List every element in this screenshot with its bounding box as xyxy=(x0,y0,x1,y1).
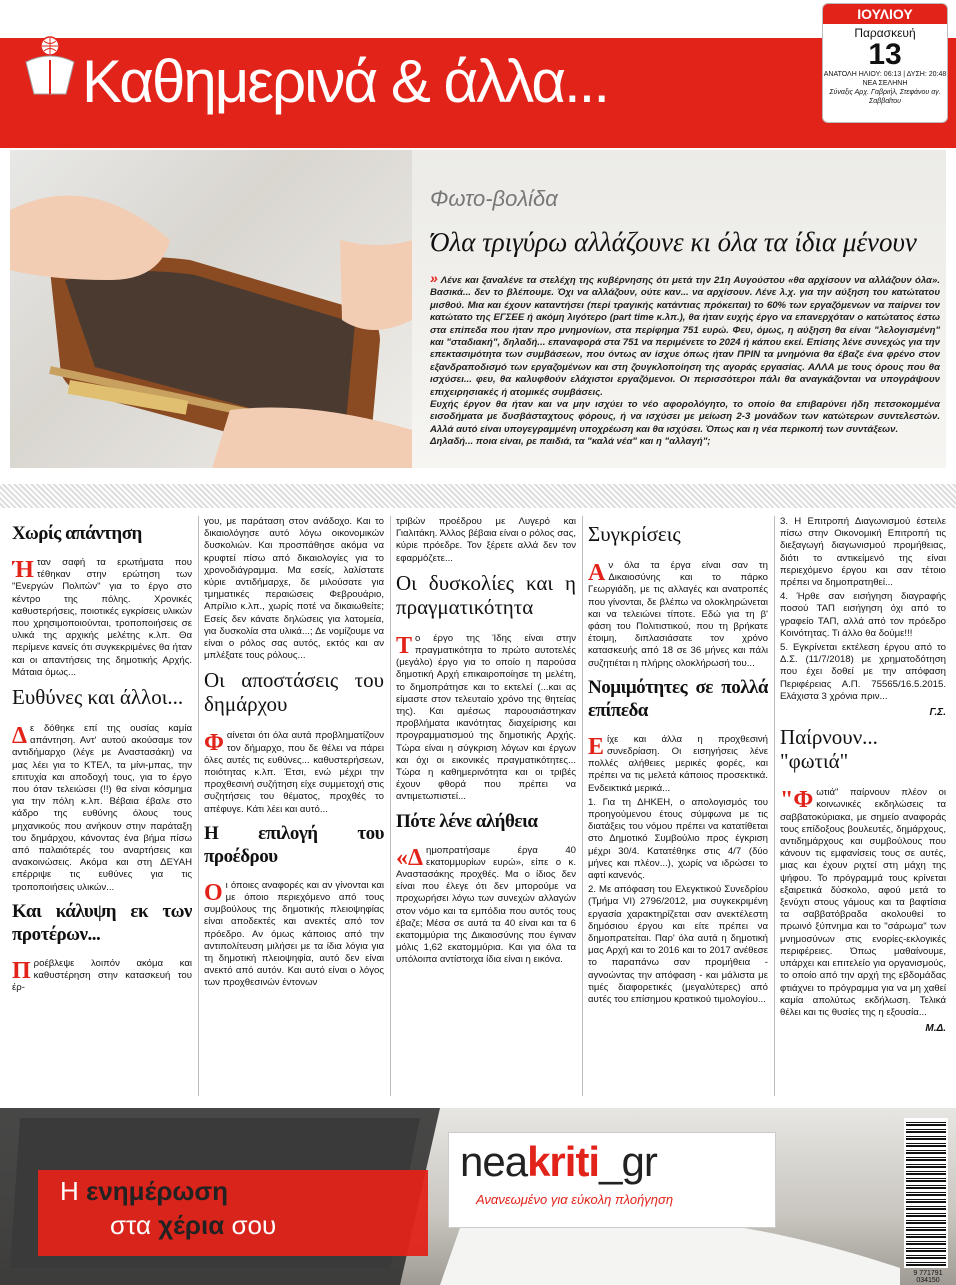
dropcap: Δ xyxy=(12,723,28,750)
column-3 xyxy=(396,516,576,1096)
feature-body xyxy=(430,272,940,449)
column-5 xyxy=(780,516,946,1096)
article-text: τριβών προέδρου με Λυγερό και Γιαλιτάκη. Άλλος βέβαια είναι ο ρόλος σας, κύριε πρόεδρε. Τον ξέρετε αλλά δεν τον εφαρμόζετε... xyxy=(396,516,576,564)
article-heading: Χωρίς απάντηση xyxy=(12,523,142,544)
dropcap: «Δ xyxy=(396,844,424,871)
article-heading: Πότε λένε αλήθεια xyxy=(396,810,538,832)
saints-of-day: Σύναξις Αρχ. Γαβριήλ, Στεφάνου αγ. Σαββαΐτου xyxy=(829,89,941,105)
barcode-digits: 9 771791 034150 xyxy=(913,1270,943,1284)
column-divider xyxy=(582,516,583,1096)
dropcap: Α xyxy=(588,560,606,586)
masthead-title: Καθημερινά & άλλα... xyxy=(82,48,609,115)
article-heading: Οι αποστάσεις του δημάρχου xyxy=(204,668,384,717)
article-text: 1. Για τη ΔΗΚΕΗ, ο απολογισμός του προηγούμενου έτους σύμφωνα με τις διατάξεις του νόμου πρέπει να κατατίθεται στο Δημοτικό Συμβούλιο προς έγκριση μέχρι 30/4. Κατατέθηκε στις 4/7 (δύο μήνες και πλέον...), χωρίς να ιδρώσει το αφτί κανενός. xyxy=(588,796,768,882)
feature-paragraph: Δηλαδή... ποια είναι, ρε παιδιά, τα "καλά νέα" και η "αλλαγή"; xyxy=(430,436,711,448)
article-text: ι όποιες αναφορές και αν γίνονται και με όποιο περιεχόμενο από τους συμβούλους της δημοτικής πλειοψηφίας είναι αποδεκτές και ανεκτές από τον πρόεδρο. Αν όμως κάποιος από την αντιπολίτευση μιλήσει με τα ίδια λόγια για τη δημοτική πλειοψηφία, αυτό δεν είναι ανεκτό από αυτόν. Και αυτό είναι ο λόγος των προχθεσινών έντονων xyxy=(204,879,384,989)
logo-part: kriti xyxy=(527,1138,600,1185)
article-heading: Παίρνουν... "φωτιά" xyxy=(780,725,878,774)
article-text: ε δόθηκε επί της ουσίας καμία απάντηση. Αντ' αυτού ακούσαμε τον αντιδήμαρχο (λέγε με Αναστασάκη) να μας λέει για το ΚΤΕΛ, τα μίνι-μπας, την επιτυχία και αποδοχή τους, για το έργο που όταν τελειώσει (!!) θα είναι κόσμημα για την πόλη κ.λπ. Βέβαια έβαλε στο κάδρο της ευθύνης όλους τους μηχανικούς που ανήκουν στην παράταξη του δημάρχου, κάνοντας ένα βήμα πίσω από παλαιότερές του αναρτήσεις και ανακοινώσεις. Ακόμα και στη ΔΕΥΑΗ επέρριψε τις ευθύνες για τις τροποποιήσεις υλικών... xyxy=(12,723,192,893)
neakriti-logo[interactable] xyxy=(460,1138,657,1186)
article-text: ωτιά" παίρνουν πλέον οι κοινωνικές εκδηλώσεις τα σαββατοκύριακα, με σημείο αναφοράς τους επίδοξους βουλευτές, δημάρχους, αντιδημάρχους και συμβούλους που κάνουν τις εμφανίσεις τους σε αυτές, μιας και έχουν ριχτεί στη μάχη της ψήφου. Το πρόγραμμά τους κρίνεται εξαιρετικά δύσκολο, αφού μετά το ξενύχτι στους γάμους και τα βαφτίσια τα σαββατόβραδα ακολουθεί το πρωινό ξύπνημα και το "σάρωμα" των μνημοσύνων στις ενορίες-εκλογικές περιφέρειες. Όπως μαθαίνουμε, υπάρχει και επιτελείο για οργανισμούς, το οποίο από την αρχή της εβδομάδας φτιάχνει το πρόγραμμα για να μη χαθεί καμία απολύτως εκδήλωση. Τελικά θέλει και τις θυσίες της η εξουσία... xyxy=(780,787,946,1018)
article-text: ίχε και άλλα η προχθεσινή συνεδρίαση. Οι εισηγήσεις λένε πολλές αλήθειες μερικές φορές, και πρέπει να τις μελετά κάποιος προσεκτικά. Ενδεικτικά μερικά... xyxy=(588,733,768,794)
feature-headline: Όλα τριγύρω αλλάζουνε κι όλα τα ίδια μένουν xyxy=(430,227,917,257)
ad-slogan-text: Η xyxy=(60,1176,86,1206)
article-text: ν όλα τα έργα είναι σαν τη Δικαιοσύνης και το πάρκο Γεωργιάδη, με τις αλλαγές και ανατροπές που γίνονται, δε βλέπω να ολοκληρώνεται και να τελειώνει τίποτε. Εδώ για τη β' φάση του Πολιτιστικού, που τη βρήκατε έτοιμη, διπλασιάσατε τον χρόνο κατασκευής από 18 σε 36 μήνες και πάλι συζητιέται η πλήρης ολοκλήρωσή του... xyxy=(588,560,768,669)
barcode-icon xyxy=(904,1118,948,1268)
moon-phase: ΝΕΑ ΣΕΛΗΝΗ xyxy=(862,80,908,87)
ad-slogan-line2 xyxy=(110,1210,276,1241)
article-text: 3. Η Επιτροπή Διαγωνισμού έστειλε πίσω στην Οικονομική Επιτροπή τις διεξαγωγή διαγωνισμού προμήθειας, διότι το αντικείμενό της είναι περιεχόμενο έργου και σαν τέτοιο πρέπει να δημοπρατηθεί... xyxy=(780,516,946,589)
feature-paragraph: Ευχής έργον θα ήταν και να μην ισχύει το νέο αφορολόγητο, το οποίο θα επιβαρύνει ήδη πετσοκομμένα εισοδήματα με δυσβάσταχτους φόρους, ή να ισχύσει με μείωση 2-3 μονάδων των κατώτερων συντελεστών. Αλλά αυτό είναι υπογεγραμμένη υποχρέωση και θα ισχύσει. Όπως και η νέα περικοπή των συντάξεων. xyxy=(430,399,940,435)
article-heading: Νομιμότητες σε πολλά επίπεδα xyxy=(588,676,768,721)
dropcap: Ή xyxy=(12,557,34,583)
article-text: 2. Με απόφαση του Ελεγκτικού Συνεδρίου (Τμήμα VI) 2796/2012, μια συγκεκριμένη εργασία χαρακτηρίζεται σαν ανεκτέλεστη δημόσιου έργου και είτε πρέπει να δημοπρατείται. Παρ' όλα αυτά η δημοτική μας Αρχή και το 2016 και το 2017 ανέθεσε το παραπάνω σαν προμήθεια - αγνοώντας την απόφαση - και μάλιστα με τιμές διαφορετικές (μεγαλύτερες) από αυτές του επίσημου κρατικού τιμολογίου... xyxy=(588,884,768,1006)
date-month: ΙΟΥΛΙΟΥ xyxy=(823,4,947,24)
article-text: ημοπρατήσαμε έργα 40 εκατομμυρίων ευρώ», είπε ο κ. Αναστασάκης προχθές. Μα ο ίδιος δεν είναι που έλεγε ότι δεν μπορούμε να προχωρήσει λόγω των συνεχών αλλαγών στον νόμο και τα εμπόδια που αυτός τους έβαζε; Μέσα σε αυτά τα 40 είναι και τα 6 εκατομμύρια της Δικαιοσύνης που έγιναν μόλις 1,62 εκατομμύρια. Και για όλα τα υπόλοιπα αντίστοιχα ίδια είναι η εικόνα. xyxy=(396,844,576,966)
dropcap: Ε xyxy=(588,733,605,760)
column-divider xyxy=(390,516,391,1096)
article-text: ροέβλεψε λοιπόν ακόμα και καθυστέρηση στην κατασκευή του έρ- xyxy=(12,957,192,994)
column-2 xyxy=(204,516,384,1096)
dropcap: Φ xyxy=(204,730,224,757)
column-divider xyxy=(774,516,775,1096)
author-initials: Μ.Δ. xyxy=(925,1023,946,1035)
ad-slogan-line1 xyxy=(60,1176,228,1207)
article-text: ταν σαφή τα ερωτήματα που τέθηκαν στην ερώτηση των "Ενεργών Πολιτών" για το έργο στο κέντρο της πόλης. Χρονικές καθυστερήσεις, ποιοτικές εγκρίσεις υλικών που χρησιμοποιούνται, τροποποιήσεις σε υλικά της αρχικής μελέτης κ.λπ. Θα περίμενε κανείς ότι συγκεκριμένες θα ήταν και οι απαντήσεις της δημοτικής Αρχής. Μάταια όμως... xyxy=(12,557,192,678)
newspaper-logo-icon xyxy=(20,36,80,100)
dropcap: Τ xyxy=(396,632,413,659)
logo-part: nea xyxy=(460,1138,528,1185)
section-divider xyxy=(0,484,956,508)
ad-slogan-text: στα xyxy=(110,1210,159,1240)
article-heading: Οι δυσκολίες και η πραγματικότητα xyxy=(396,570,576,619)
dropcap: "Φ xyxy=(780,787,814,814)
article-heading: Ευθύνες και άλλοι... xyxy=(12,685,184,710)
ad-slogan-text: σου xyxy=(224,1210,277,1240)
feature-kicker: Φωτο-βολίδα xyxy=(430,186,558,211)
date-weekday: Παρασκευή xyxy=(854,26,916,40)
wallet-photo xyxy=(10,150,412,468)
ad-slogan-emphasis: ενημέρωση xyxy=(86,1176,229,1206)
dropcap: Π xyxy=(12,957,31,984)
article-text: 4. Ήρθε σαν εισήγηση διαγραφής ποσού ΤΑΠ εισήγηση όχι από το γραφείο ΤΑΠ, αλλά από τον πρόεδρο Κοινότητας. Τι άλλο θα δούμε!!! xyxy=(780,591,946,639)
article-text: 5. Εγκρίνεται εκτέλεση έργου από το Δ.Σ. (11/7/2018) με χρηματοδότηση που έχει δοθεί με την απόφαση Περιφέρειας Α.Π. 75565/16.5.2015. Ελάχιστα 3 χρόνια πριν... xyxy=(780,642,946,702)
author-initials: Γ.Σ. xyxy=(929,707,946,719)
feature-paragraph: Λένε και ξαναλένε τα στελέχη της κυβέρνησης ότι μετά την 21η Αυγούστου «θα αρχίσουν να αλλάζουν όλα». Βασικά... δεν το βλέπουμε. Όχι να αλλάζουν, ούτε καν... να αρχίσουν. Λένε λ.χ. για την αύξηση του κατώτατου μισθού. Μια και έχουν καταντήσει (περί τραγικής κατάντιας πρόκειται) το 60% των εργαζόμενων να παίρνει τον κατώτατο της ΕΓΣΕΕ ή ακόμη λιγότερο (part time κ.λπ.), θα ήταν ευχής έργο να επανερχόταν ο κατώτατος έστω στα επίπεδα που ήταν προ μνημονίων, στα περίφημα 751 ευρώ. Φευ, όμως, η αύξηση θα είναι "λελογισμένη" και "σταδιακή", δηλαδή... επαναφορά στα 751 να περιμένετε το 2024 ή κάπου εκεί. Επίσης λένε συνεχώς για την επεκτασιμότητα των συμβάσεων, που όντως αν ίσχυε όπως ήταν ΠΡΙΝ τα μνημόνια θα έβαζε ένα φρένο στον εξανδραποδισμό των εργαζομένων και στη ζουγκλοποίηση της αγοράς εργασίας. ΑΛΛΑ με τους όρους που θα ισχύσει... φευ, θα καλυφθούν ελάχιστοι εργαζόμενοι. Οι περισσότεροι πάλι θα αναγκάζονται να υπογράψουν επιχειρησιακές ή ατομικές συμβάσεις. xyxy=(430,275,940,398)
article-text: αίνεται ότι όλα αυτά προβληματίζουν τον δήμαρχο, που δε θέλει να πάρει όλες αυτές τις ευθύνες... καθυστερήσεων, ποιότητας κ.λπ. Έτσι, ενώ μέχρι την προχθεσινή συζήτηση είχε συμμετοχή στις συζητήσεις του θέματος, προχθές το απέφυγε. Κάτι λέει και αυτό... xyxy=(204,730,384,815)
date-box xyxy=(822,3,948,123)
column-divider xyxy=(198,516,199,1096)
sun-times: ΑΝΑΤΟΛΗ ΗΛΙΟΥ: 06:13 | ΔΥΣΗ: 20:48 xyxy=(823,71,947,78)
column-4 xyxy=(588,516,768,1096)
article-heading: Συγκρίσεις xyxy=(588,522,681,546)
dropcap: Ο xyxy=(204,879,223,906)
column-1 xyxy=(12,516,192,1096)
article-heading: Και κάλυψη εκ των προτέρων... xyxy=(12,900,192,945)
ad-slogan-emphasis: χέρια xyxy=(158,1210,225,1240)
ad-tagline: Ανανεωμένο για εύκολη πλοήγηση xyxy=(476,1192,674,1207)
article-heading: Η επιλογή του προέδρου xyxy=(204,822,384,867)
logo-part: _gr xyxy=(599,1138,657,1185)
lead-mark-icon: » xyxy=(430,270,438,286)
date-day: 13 xyxy=(868,38,902,71)
article-text: ο έργο της Ίδης είναι στην πραγματικότητα το πρώτο αυτοτελές (μεγάλο) έργο για το οποίο η παρούσα δημοτική Αρχή επικαιροποίησε τη μελέτη, το δημοπράτησε και το εκτελεί (...και ας είμαστε στον τελευταίο χρόνο της θητείας της). Και αμέσως παρουσιάστηκαν προβλήματα ικανότητας διαχείρισης και προγραμματισμού της δημοτικής Αρχής. Τώρα είναι η σύγκριση λόγων και έργων και όχι οι εικονικές πραγματικότητες... Τώρα η καθημερινότητα και οι τριβές έχουν φθορά που πρέπει να αντιμετωπιστεί... xyxy=(396,632,576,803)
article-text: γου, με παράταση στον ανάδοχο. Και το δικαιολόγησε αυτό λόγω οικονομικών δυσκολιών. Και προσπάθησε ακόμα να κρυφτεί πίσω από δικαιολογίες για το χρονοδιάγραμμα. Μα εσείς, λαλίστατε κύριε αντιδήμαρχε, δε μιλούσατε για τμηματικές περαιώσεις Φεβρουάριο, Απρίλιο κ.λπ., χωρίς ποτέ να δικαιωθείτε; Εσείς δεν κάνατε δηλώσεις για λατομεία, για δυσκολία στα υλικά...; Δε νομίζουμε να είναι ο ρόλος σας αυτός, εκτός και αν μπλέξατε τους ρόλους... xyxy=(204,516,384,662)
